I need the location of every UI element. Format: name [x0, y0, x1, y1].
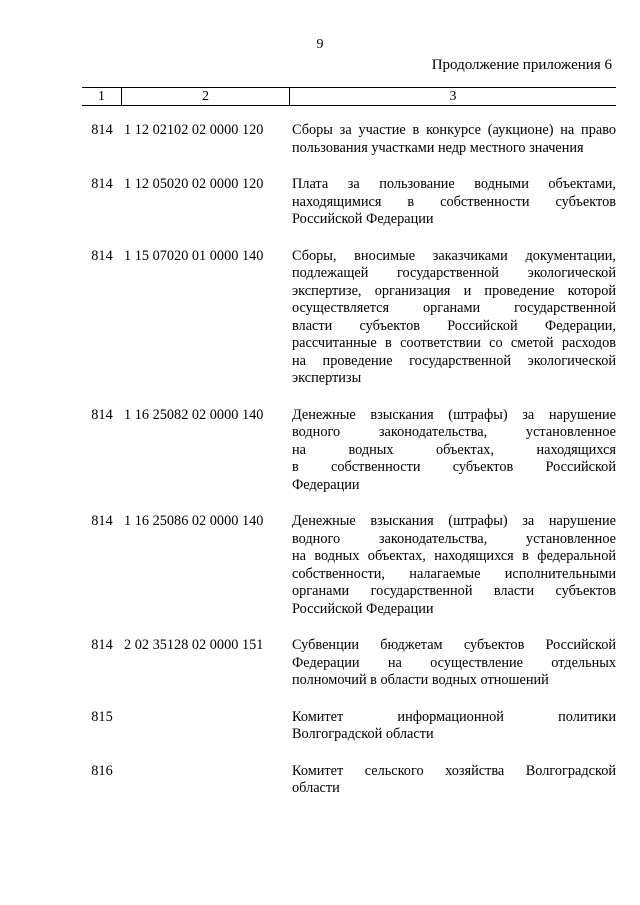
revenue-name	[292, 248, 616, 388]
table-row	[82, 637, 616, 690]
revenue-name-line: Денежные взыскания (штрафы) за нарушение	[292, 406, 616, 423]
revenue-name-line: рассчитанные в соответствии со сметой расходов	[292, 335, 616, 351]
revenue-name-line: находящимися в собственности субъектов	[292, 193, 616, 210]
table-row	[82, 513, 616, 618]
revenue-name-line: Федерации	[292, 476, 360, 493]
table-body	[82, 122, 616, 798]
admin-code: 814	[91, 247, 113, 264]
admin-code: 814	[91, 637, 113, 653]
budget-classification-code	[122, 763, 292, 798]
revenue-name-line: на водных объектах, находящихся	[292, 441, 616, 458]
revenue-name-line: Федерации на осуществление отдельных	[292, 654, 616, 671]
revenue-name-line: полномочий в области водных отношений	[292, 672, 549, 688]
revenue-name-line: экспертизе, организация и проведение которой	[292, 282, 616, 299]
table-row	[82, 122, 616, 157]
revenue-name-line: пользования участками недр местного значения	[292, 139, 584, 156]
revenue-name-line: Сборы за участие в конкурсе (аукционе) на право	[292, 122, 616, 138]
table-header	[82, 87, 616, 106]
admin-code: 814	[91, 122, 113, 138]
revenue-name	[292, 122, 616, 157]
revenue-name-line: Комитет информационной политики	[292, 708, 616, 725]
revenue-name-line: органами государственной власти субъектов	[292, 583, 616, 599]
revenue-name-line: на проведение государственной экологической	[292, 352, 616, 369]
revenue-name-line: собственности, налагаемые исполнительными	[292, 565, 616, 582]
appendix-continuation-label: Продолжение приложения 6	[431, 57, 612, 73]
admin-code: 814	[91, 406, 113, 423]
budget-classification-code: 1 16 25082 02 0000 140	[124, 406, 264, 423]
revenue-name-line: власти субъектов Российской Федерации,	[292, 317, 616, 334]
budget-classification-code: 1 16 25086 02 0000 140	[124, 513, 264, 529]
revenue-name-line: экспертизы	[292, 370, 362, 386]
revenue-name-line: Российской Федерации	[292, 600, 434, 617]
admin-code: 816	[91, 762, 113, 779]
admin-code: 814	[91, 176, 113, 192]
revenue-name-line: водного законодательства, установленное	[292, 530, 616, 547]
header-col-1: 1	[82, 88, 122, 105]
revenue-name	[292, 637, 616, 690]
revenue-name	[292, 763, 616, 798]
admin-code: 815	[91, 708, 113, 725]
revenue-name-line: в собственности субъектов Российской	[292, 459, 616, 475]
table-row	[82, 176, 616, 229]
revenue-name	[292, 407, 616, 495]
page-number: 9	[316, 37, 324, 52]
table-row	[82, 407, 616, 495]
revenue-name-line: водного законодательства, установленное	[292, 424, 616, 440]
header-col-3: 3	[449, 89, 457, 104]
revenue-name-line: Волгоградской области	[292, 726, 434, 742]
revenue-name	[292, 176, 616, 229]
revenue-name	[292, 513, 616, 618]
revenue-name-line: области	[292, 780, 340, 796]
table-row	[82, 709, 616, 744]
revenue-name-line: подлежащей государственной экологической	[292, 265, 616, 281]
revenue-name-line: осуществляется органами государственной	[292, 300, 616, 316]
budget-classification-code: 1 15 07020 01 0000 140	[124, 247, 264, 264]
admin-code: 814	[91, 513, 113, 529]
budget-classification-code	[122, 709, 292, 744]
revenue-name-line: Субвенции бюджетам субъектов Российской	[292, 637, 616, 653]
table-row	[82, 248, 616, 388]
revenue-name-line: Российской Федерации	[292, 211, 434, 227]
revenue-name-line: Денежные взыскания (штрафы) за нарушение	[292, 513, 616, 529]
table-row	[82, 763, 616, 798]
revenue-name-line: Комитет сельского хозяйства Волгоградской	[292, 762, 616, 779]
budget-classification-code: 1 12 05020 02 0000 120	[124, 176, 264, 192]
header-col-2: 2	[122, 88, 290, 105]
budget-classification-code: 2 02 35128 02 0000 151	[124, 637, 264, 653]
budget-classification-code: 1 12 02102 02 0000 120	[124, 122, 264, 138]
revenue-name	[292, 709, 616, 744]
revenue-name-line: Плата за пользование водными объектами,	[292, 176, 616, 192]
revenue-name-line: Сборы, вносимые заказчиками документации,	[292, 247, 616, 264]
revenue-name-line: на водных объектах, находящихся в федеральной	[292, 548, 616, 564]
